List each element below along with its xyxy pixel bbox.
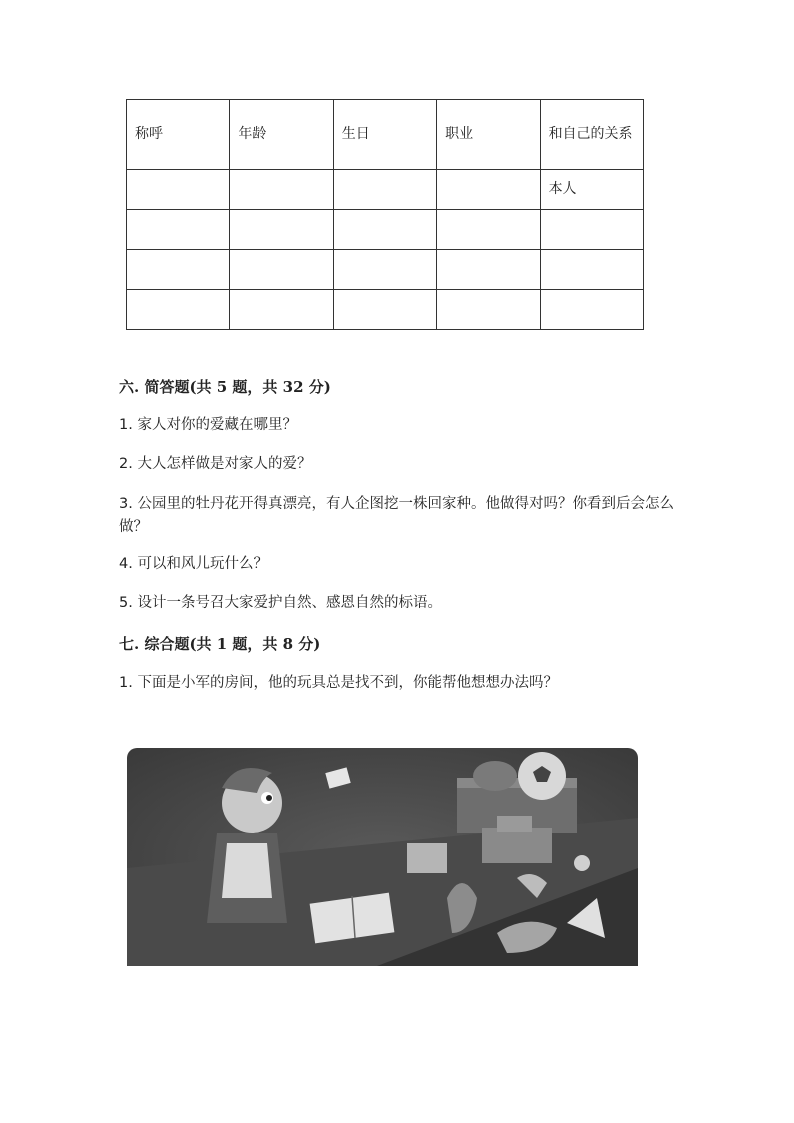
table-row: [127, 250, 644, 290]
table-cell[interactable]: [230, 250, 333, 290]
header-cell-title: 称呼: [127, 100, 230, 170]
header-cell-job: 职业: [437, 100, 540, 170]
question-item: 4. 可以和风儿玩什么？: [119, 556, 268, 572]
table-cell[interactable]: [333, 290, 436, 330]
question-item: 5. 设计一条号召大家爱护自然、感恩自然的标语。: [119, 595, 442, 611]
table-cell[interactable]: [333, 250, 436, 290]
table-cell[interactable]: [127, 250, 230, 290]
table-cell: 本人: [540, 170, 643, 210]
header-cell-relation: 和自己的关系: [540, 100, 643, 170]
toy-tank: [482, 828, 552, 863]
table-cell[interactable]: [333, 170, 436, 210]
table-cell[interactable]: [333, 210, 436, 250]
header-cell-age: 年龄: [230, 100, 333, 170]
table-cell[interactable]: [230, 170, 333, 210]
table-row: [127, 210, 644, 250]
table-cell[interactable]: [437, 170, 540, 210]
table-cell[interactable]: [540, 210, 643, 250]
table-cell[interactable]: [437, 290, 540, 330]
football: [473, 761, 517, 791]
toy-ball: [574, 855, 590, 871]
section-6-title: 六. 简答题(共 5 题，共 32 分): [119, 378, 331, 396]
table-cell[interactable]: [230, 290, 333, 330]
table-cell[interactable]: [127, 170, 230, 210]
table-cell[interactable]: [127, 210, 230, 250]
header-cell-birthday: 生日: [333, 100, 436, 170]
family-info-table: [126, 99, 644, 330]
table-cell[interactable]: [437, 210, 540, 250]
messy-room-illustration: [127, 748, 638, 966]
table-cell[interactable]: [230, 210, 333, 250]
table-row: [127, 170, 644, 210]
table-cell[interactable]: [127, 290, 230, 330]
table-row: [127, 290, 644, 330]
boy-shirt: [222, 843, 272, 898]
question-item: 1. 家人对你的爱藏在哪里？: [119, 417, 297, 433]
table-cell[interactable]: [540, 250, 643, 290]
section-7-title: 七. 综合题(共 1 题，共 8 分): [119, 635, 321, 653]
table-cell[interactable]: [437, 250, 540, 290]
table-cell[interactable]: [540, 290, 643, 330]
toy-box-small: [407, 843, 447, 873]
question-item: 3. 公园里的牡丹花开得真漂亮，有人企图挖一株回家种。他做得对吗？你看到后会怎么做？: [119, 496, 674, 535]
question-item: 2. 大人怎样做是对家人的爱？: [119, 456, 312, 472]
table-header-row: [127, 100, 644, 170]
question-item: 1. 下面是小军的房间，他的玩具总是找不到，你能帮他想想办法吗？: [119, 675, 558, 691]
